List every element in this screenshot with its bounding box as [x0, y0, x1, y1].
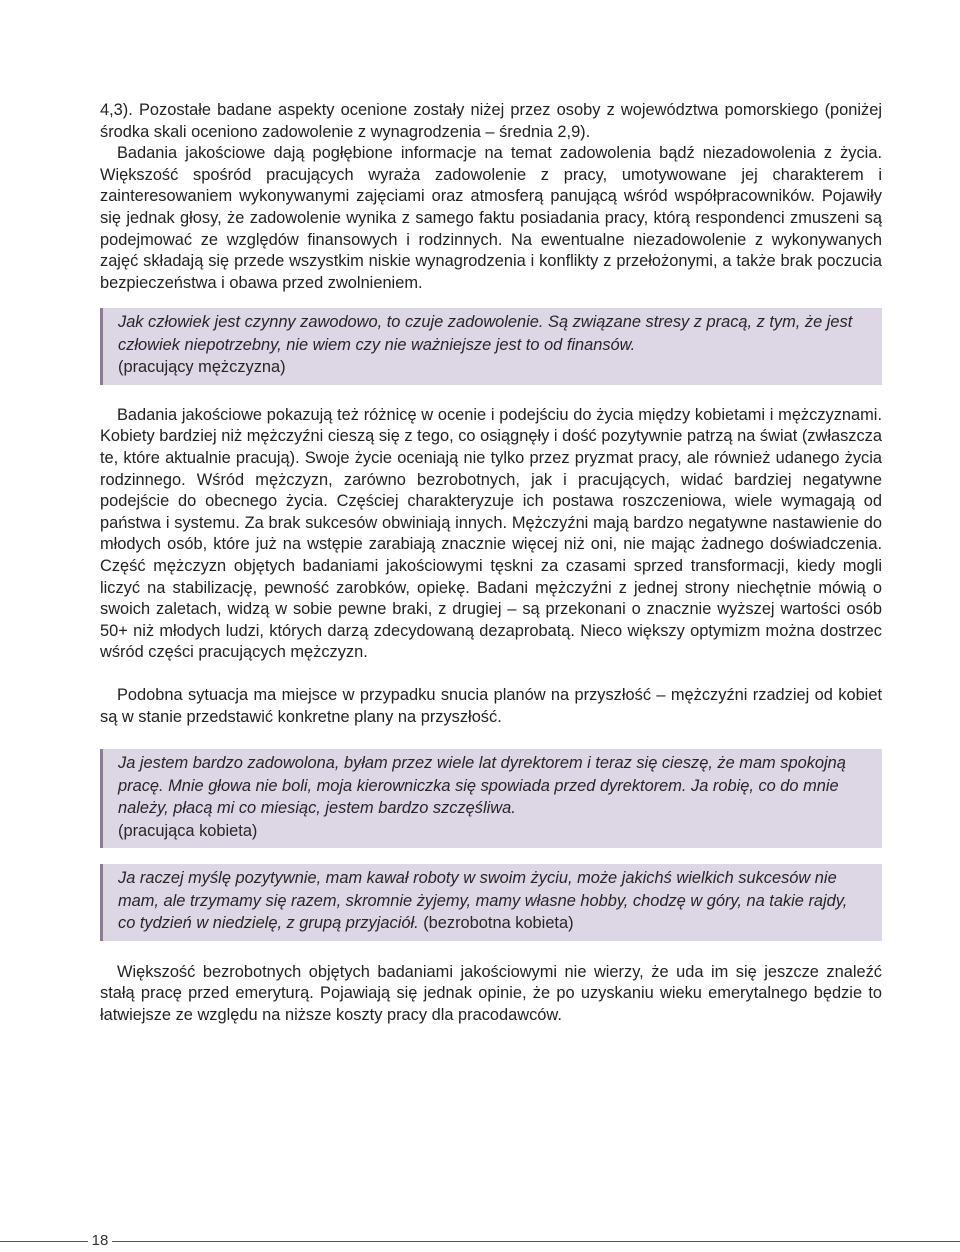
paragraph-text: Badania jakościowe pokazują też różnicę w ocenie i podejściu do życia między kobietami i mężczyznami. Kobiety bardziej niż mężczyźni cieszą się z tego, co osiągnęły i dość pozytywnie patrzą na świat (zwłaszcza te, które aktualnie pracują). Swoje życie oceniają nie tylko przez pryzmat pracy, ale również udanego życia rodzinnego. Wśród mężczyzn, zarówno bezrobotnych, jak i pracujących, widać bardziej negatywne podejście do obecnego życia. Częściej charakteryzuje ich postawa roszczeniowa, wiele wymagają od państwa i systemu. Za brak sukcesów obwiniają innych. Mężczyźni mają bardzo negatywne nastawienie do młodych osób, które już na wstępie zarabiają znacznie więcej niż oni, nie mając żadnego doświadczenia. Część mężczyzn objętych badaniami jakościowymi tęskni za czasami sprzed transformacji, kiedy mogli liczyć na stabilizację, pewność zarobków, opiekę. Badani mężczyźni z jednej strony niechętnie mówią o swoich zaletach, widzą w sobie pewne braki, z drugiej – są przekonani o znacznie wyższej wartości osób 50+ niż młodych ludzi, których darzą zdecydowaną dezaprobatą. Nieco większy optymizm można dostrzec wśród części pracujących mężczyzn.	[100, 405, 882, 662]
quote-text: Ja raczej myślę pozytywnie, mam kawał roboty w swoim życiu, może jakichś wielkich sukcesów nie mam, ale trzymamy się razem, skromnie żyjemy, mamy własne hobby, chodzę w góry, na takie rajdy, co tydzień w niedzielę, z grupą przyjaciół.	[118, 869, 848, 933]
spacer	[100, 728, 882, 749]
footer-rule-right	[112, 1241, 960, 1242]
quote-block-2	[100, 749, 882, 848]
quote-text: Ja jestem bardzo zadowolona, byłam przez wiele lat dyrektorem i teraz się cieszę, że mam spokojną pracę. Mnie głowa nie boli, moja kierowniczka się spowiada przed dyrektorem. Ja robię, co do mnie należy, płacą mi co miesiąc, jestem bardzo szczęśliwa.	[118, 754, 846, 818]
paragraph-continuation	[100, 100, 882, 143]
paragraph-unemployed	[100, 962, 882, 1027]
spacer	[100, 385, 882, 405]
paragraph-text: Podobna sytuacja ma miejsce w przypadku snucia planów na przyszłość – mężczyźni rzadziej od kobiet są w stanie przedstawić konkretne plany na przyszłość.	[100, 685, 882, 726]
quote-source: (pracująca kobieta)	[118, 821, 258, 840]
paragraph-satisfaction	[100, 143, 882, 294]
quote-source: (bezrobotna kobieta)	[423, 914, 574, 933]
paragraph-future-plans	[100, 685, 882, 728]
quote-text: Jak człowiek jest czynny zawodowo, to czuje zadowolenie. Są związane stresy z pracą, z tym, że jest człowiek niepotrzebny, nie wiem czy nie ważniejsze jest to od finansów.	[118, 313, 853, 354]
footer-rule-left	[0, 1241, 88, 1242]
paragraph-gender-differences	[100, 405, 882, 664]
spacer	[100, 294, 882, 308]
quote-source: (pracujący mężczyzna)	[118, 358, 286, 377]
spacer	[100, 848, 882, 864]
quote-block-1	[100, 308, 882, 385]
spacer	[100, 941, 882, 962]
page-number: 18	[91, 1232, 109, 1249]
quote-block-3	[100, 864, 882, 941]
page-content	[100, 100, 882, 1026]
spacer	[100, 664, 882, 685]
paragraph-text: Większość bezrobotnych objętych badaniami jakościowymi nie wierzy, że uda im się jeszcze znaleźć stałą pracę przed emeryturą. Pojawiają się jednak opinie, że po uzyskaniu wieku emerytalnego będzie to łatwiejsze ze względu na niższe koszty pracy dla pracodawców.	[100, 962, 882, 1024]
paragraph-text: 4,3). Pozostałe badane aspekty ocenione zostały niżej przez osoby z województwa pomorskiego (poniżej środka skali oceniono zadowolenie z wynagrodzenia – średnia 2,9).	[100, 101, 882, 141]
paragraph-text: Badania jakościowe dają pogłębione informacje na temat zadowolenia bądź niezadowolenia z życia. Większość spośród pracujących wyraża zadowolenie z pracy, umotywowane jej charakterem i zainteresowaniem wykonywanymi zajęciami oraz atmosferą panującą wśród współpracowników. Pojawiły się jednak głosy, że zadowolenie wynika z samego faktu posiadania pracy, którą respondenci zmuszeni są podejmować ze względów finansowych i rodzinnych. Na ewentualne niezadowolenie z wykonywanych zajęć składają się przede wszystkim niskie wynagrodzenia i konflikty z przełożonymi, a także brak poczucia bezpieczeństwa i obawa przed zwolnieniem.	[100, 144, 882, 292]
